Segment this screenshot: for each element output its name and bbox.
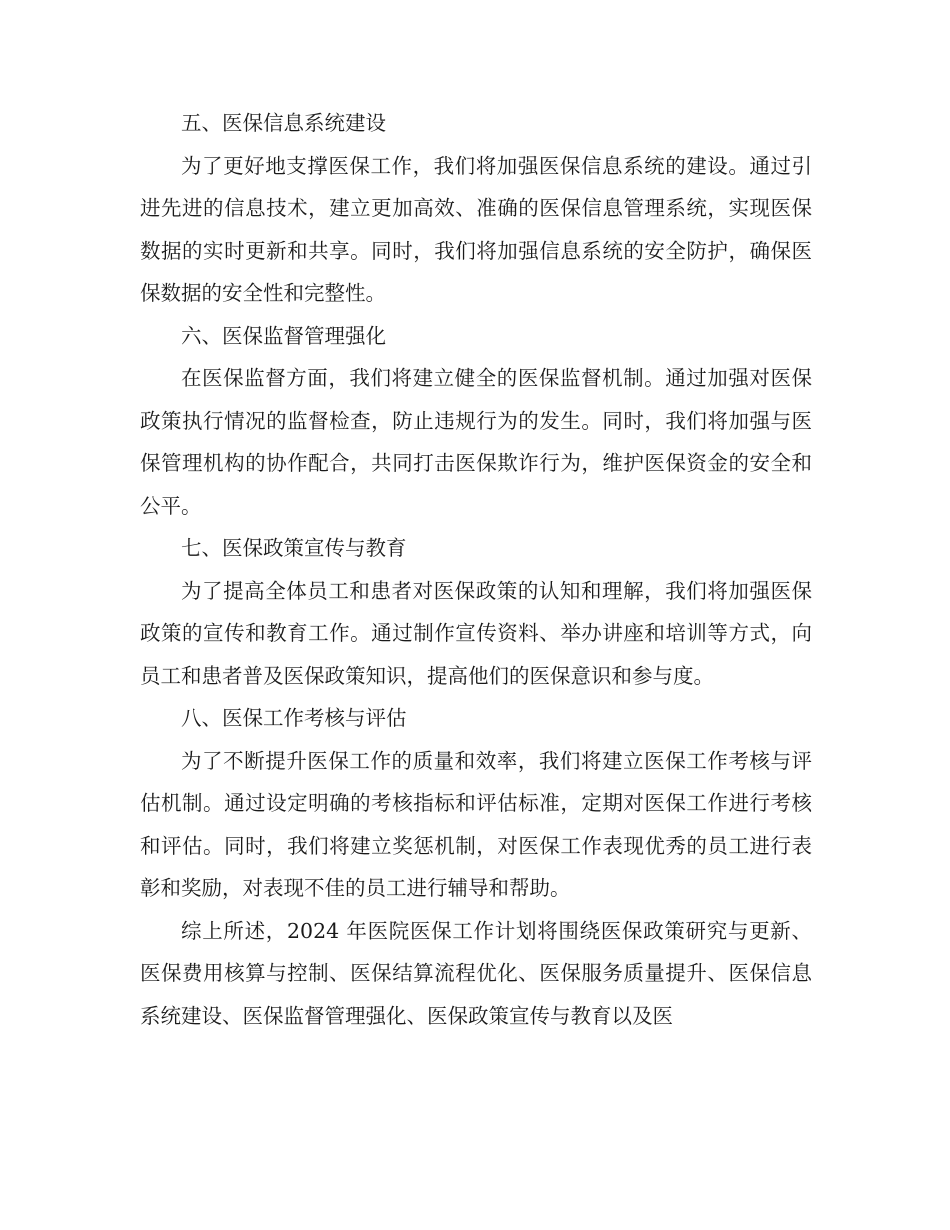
section-heading-8: 八、医保工作考核与评估 (181, 706, 407, 730)
section-heading-7: 七、医保政策宣传与教育 (181, 536, 407, 560)
section-body-5: 为了更好地支撑医保工作，我们将加强医保信息系统的建设。通过引进先进的信息技术，建立更加高效、准确的医保信息管理系统，实现医保数据的实时更新和共享。同时，我们将加强信息系统的安全防护，确保医保数据的安全性和完整性。 (140, 153, 812, 305)
section-body-8: 为了不断提升医保工作的质量和效率，我们将建立医保工作考核与评估机制。通过设定明确的考核指标和评估标准，定期对医保工作进行考核和评估。同时，我们将建立奖惩机制，对医保工作表现优秀的员工进行表彰和奖励，对表现不佳的员工进行辅导和帮助。 (140, 748, 812, 900)
section-body-7: 为了提高全体员工和患者对医保政策的认知和理解，我们将加强医保政策的宣传和教育工作。通过制作宣传资料、举办讲座和培训等方式，向员工和患者普及医保政策知识，提高他们的医保意识和参与度。 (140, 578, 812, 688)
conclusion-paragraph: 综上所述，2024 年医院医保工作计划将围绕医保政策研究与更新、医保费用核算与控制、医保结算流程优化、医保服务质量提升、医保信息系统建设、医保监督管理强化、医保政策宣传与教育以及医 (140, 918, 812, 1028)
section-heading-6: 六、医保监督管理强化 (181, 323, 386, 348)
section-body-6: 在医保监督方面，我们将建立健全的医保监督机制。通过加强对医保政策执行情况的监督检查，防止违规行为的发生。同时，我们将加强与医保管理机构的协作配合，共同打击医保欺诈行为，维护医保资金的安全和公平。 (140, 366, 812, 518)
section-heading-5: 五、医保信息系统建设 (181, 111, 386, 135)
document-body (140, 102, 812, 1037)
